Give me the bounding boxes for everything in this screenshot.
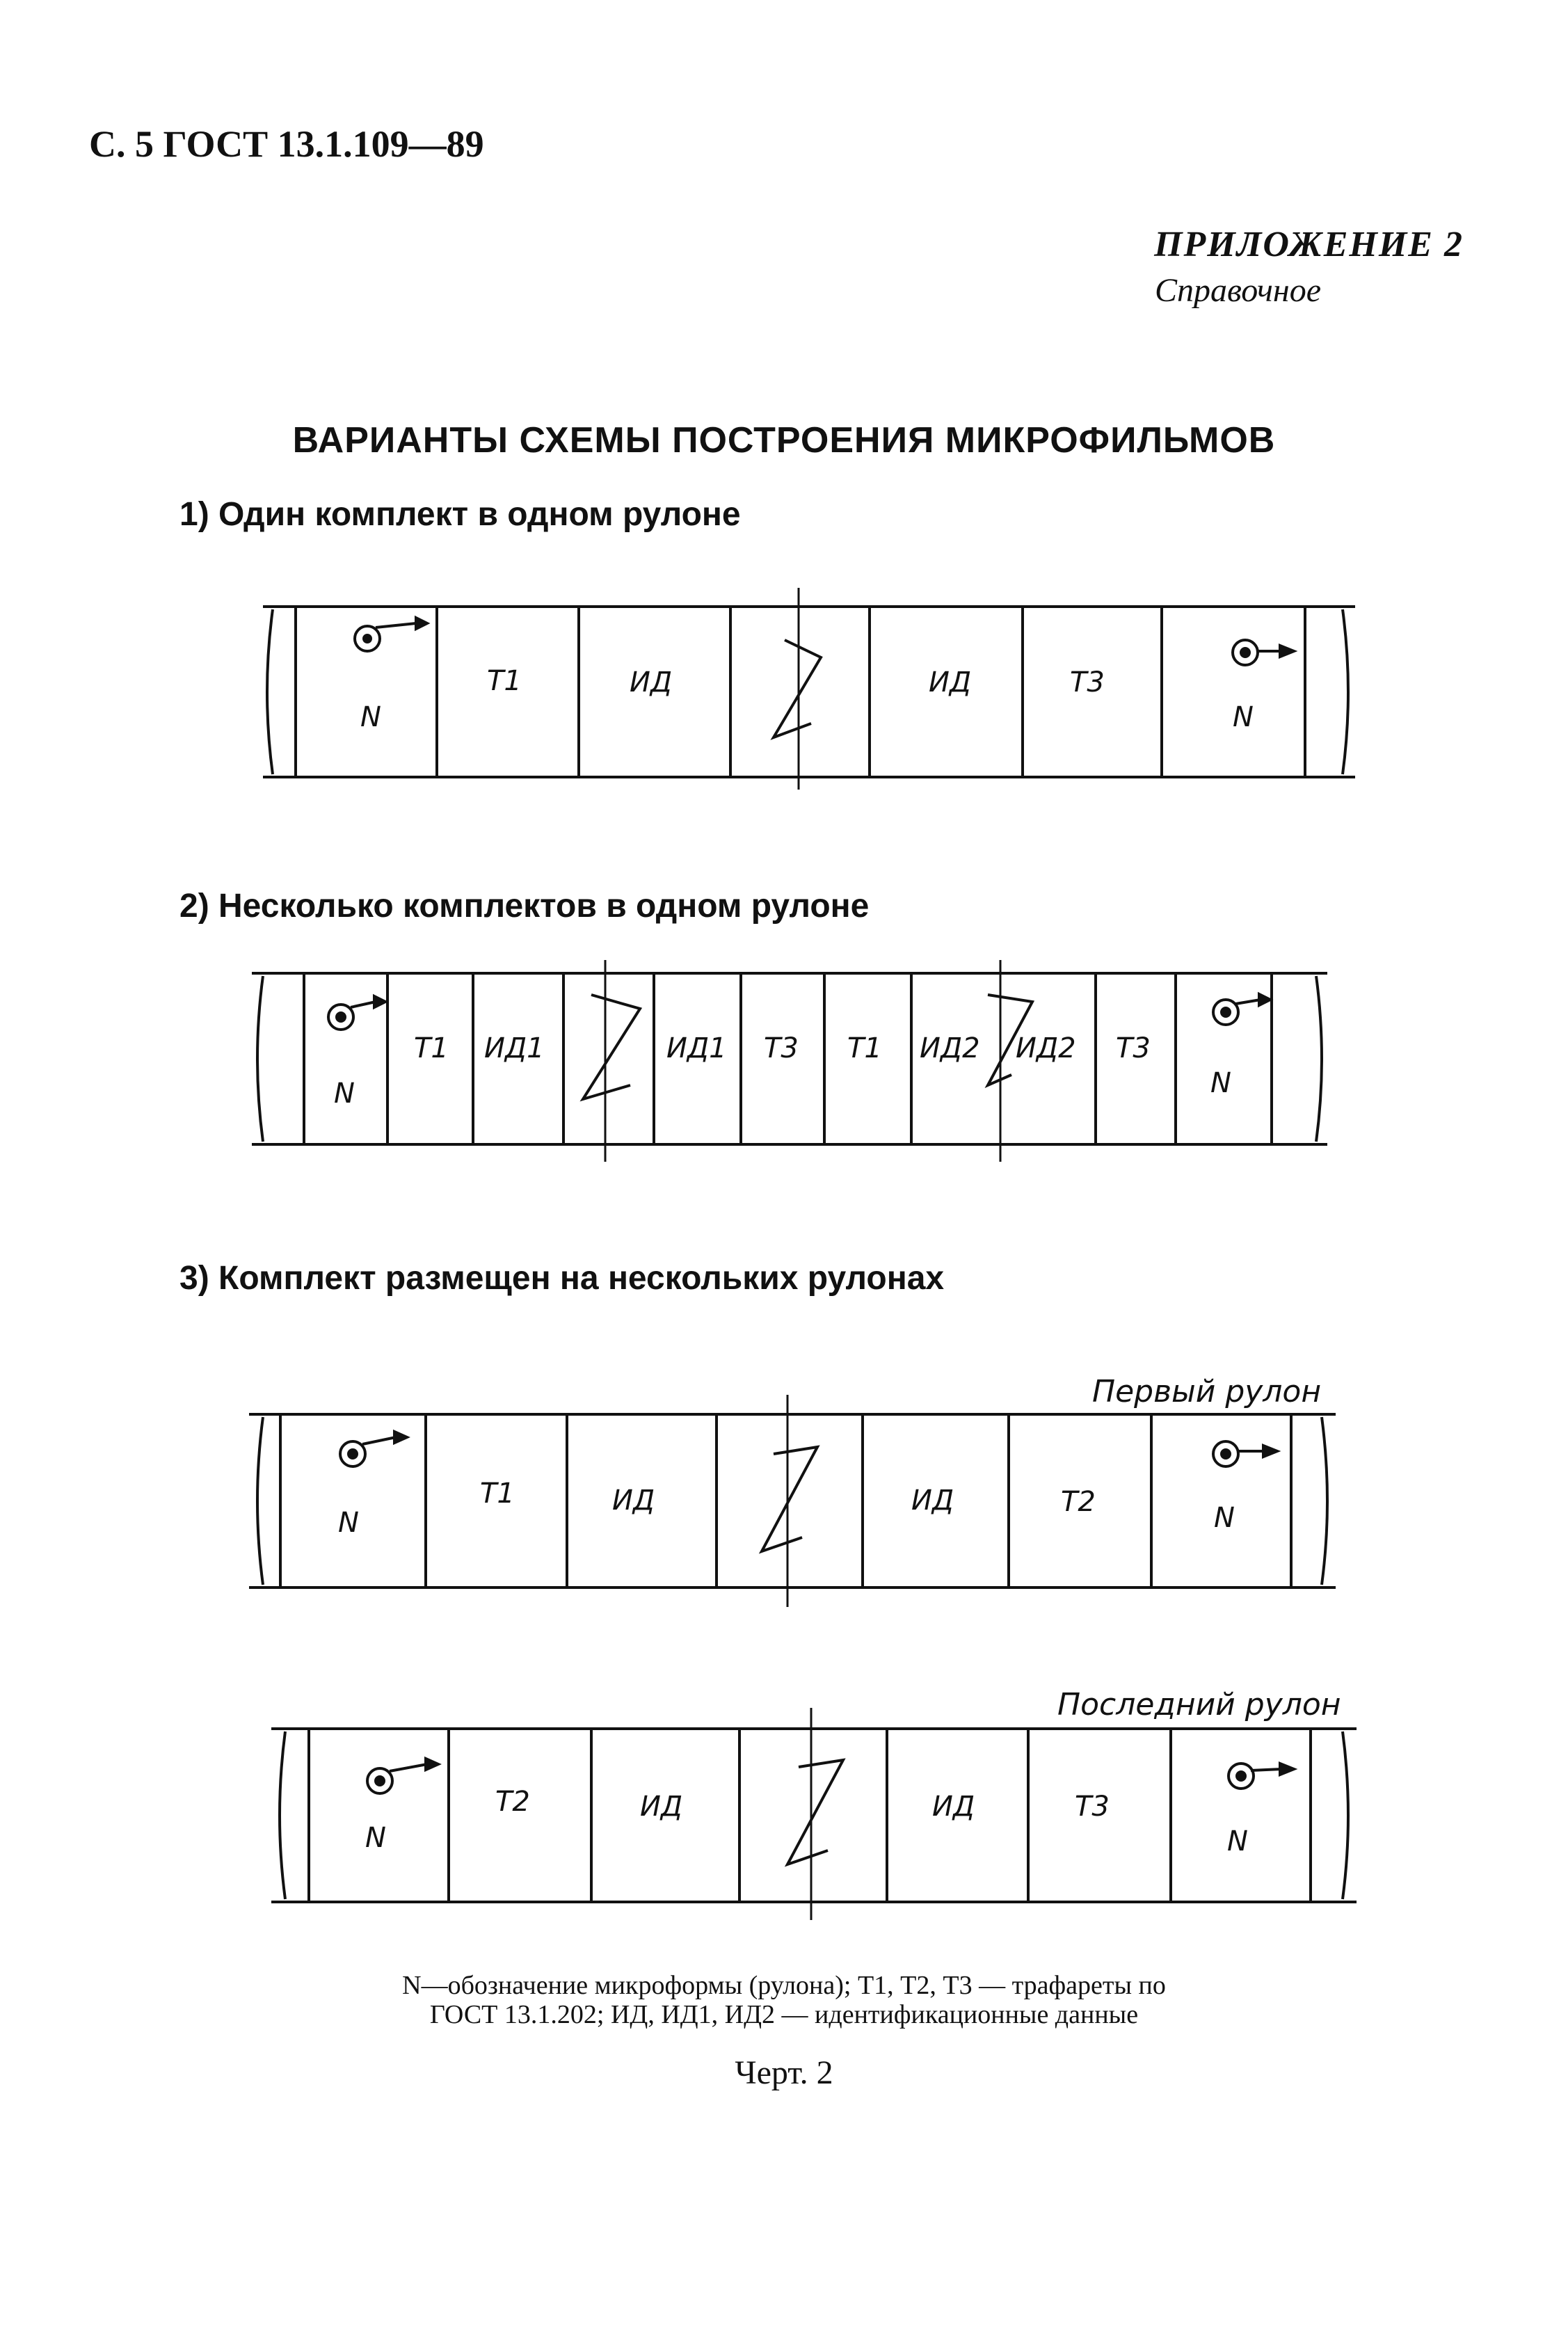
section-2-heading: 2) Несколько комплектов в одном рулоне xyxy=(179,888,870,925)
frame-label: Т1 xyxy=(414,1032,449,1064)
reel-arrow-icon xyxy=(1213,1441,1277,1466)
figure-caption: Черт. 2 xyxy=(735,2054,833,2091)
break-zigzag-icon xyxy=(762,1447,817,1551)
reel-arrow-icon xyxy=(1229,1764,1294,1789)
break-zigzag-icon xyxy=(774,640,821,737)
diagram-1-strip xyxy=(263,588,1355,790)
frame-label: N xyxy=(360,701,381,733)
legend-line-2: ГОСТ 13.1.202; ИД, ИД1, ИД2 — идентификационные данные xyxy=(429,2000,1139,2029)
reel-arrow-icon xyxy=(355,618,427,651)
frame-label: N xyxy=(1214,1502,1235,1534)
reel-arrow-icon xyxy=(1213,994,1270,1025)
frame-label: N xyxy=(1227,1825,1248,1857)
frame-label: ИД2 xyxy=(920,1032,980,1064)
reel-arrow-icon xyxy=(1233,640,1294,665)
main-title: ВАРИАНТЫ СХЕМЫ ПОСТРОЕНИЯ МИКРОФИЛЬМОВ xyxy=(292,420,1276,461)
section-1-heading: 1) Один комплект в одном рулоне xyxy=(179,496,741,533)
frame-label: ИД1 xyxy=(666,1032,727,1064)
appendix-title: ПРИЛОЖЕНИЕ 2 xyxy=(1154,225,1464,264)
legend-line-1: N—обозначение микроформы (рулона); Т1, Т2, Т3 — трафареты по xyxy=(402,1971,1166,2000)
frame-label: Т3 xyxy=(1116,1032,1151,1064)
reel-arrow-icon xyxy=(367,1759,438,1793)
roll-caption-last: Последний рулон xyxy=(1057,1687,1341,1722)
frame-label: ИД xyxy=(612,1485,655,1517)
frame-label: Т3 xyxy=(764,1032,799,1064)
frame-label: ИД xyxy=(929,666,972,698)
reel-arrow-icon xyxy=(340,1432,407,1466)
frame-label: Т2 xyxy=(495,1786,530,1818)
page-header: С. 5 ГОСТ 13.1.109—89 xyxy=(89,123,484,165)
break-zigzag-icon xyxy=(787,1760,843,1864)
frame-label: N xyxy=(1233,701,1254,733)
frame-label: ИД xyxy=(911,1485,954,1517)
section-3-heading: 3) Комплект размещен на нескольких рулонах xyxy=(179,1260,945,1297)
frame-label: N xyxy=(365,1822,386,1854)
frame-label: N xyxy=(334,1078,355,1110)
frame-label: ИД xyxy=(932,1791,975,1823)
frame-label: ИД xyxy=(640,1791,683,1823)
frame-label: Т3 xyxy=(1070,666,1105,698)
frame-label: Т3 xyxy=(1075,1791,1110,1823)
break-zigzag-icon xyxy=(583,995,640,1099)
frame-label: Т1 xyxy=(480,1478,515,1510)
appendix-subtitle: Справочное xyxy=(1155,272,1321,309)
frame-label: ИД1 xyxy=(484,1032,545,1064)
frame-label: Т1 xyxy=(847,1032,882,1064)
frame-label: N xyxy=(1210,1067,1231,1099)
frame-label: Т2 xyxy=(1061,1486,1096,1518)
frame-label: N xyxy=(338,1507,359,1539)
frame-label: Т1 xyxy=(487,665,522,697)
roll-caption-first: Первый рулон xyxy=(1092,1374,1322,1409)
reel-arrow-icon xyxy=(328,996,385,1030)
diagram-3a-strip xyxy=(249,1395,1336,1607)
frame-label: ИД xyxy=(630,666,673,698)
frame-label: ИД2 xyxy=(1016,1032,1076,1064)
